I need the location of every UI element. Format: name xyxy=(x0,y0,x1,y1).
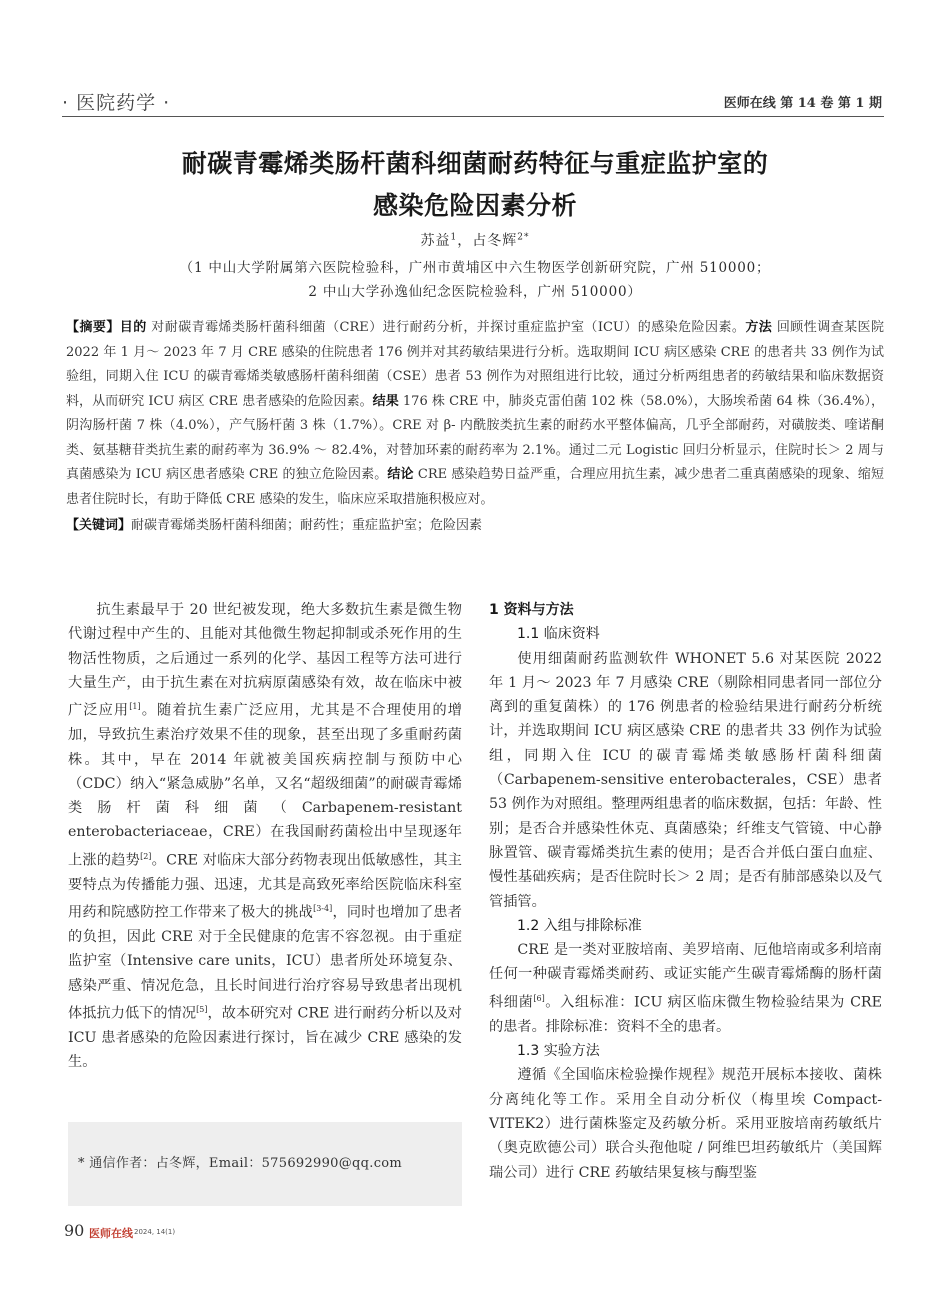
header-divider xyxy=(62,116,884,117)
citation: [2] xyxy=(140,851,152,861)
body-text: 。入组标准：ICU 病区临床微生物检验结果为 CRE 的患者。排除标准：资料不全的患者。 xyxy=(489,994,882,1035)
author-affil-mark: 2* xyxy=(517,232,530,243)
section-heading: 1 资料与方法 xyxy=(489,602,574,618)
intro-text: ，同时也增加了患者的负担，因此 CRE 对于全民健康的危害不容忽视。由于重症监护室（Intensive care units，ICU）患者所处环境复杂、感染严重、情况危急，且长时间进行治疗容易导致患者出现机体抵抗力低下的情况 xyxy=(68,904,462,1022)
author-affil-mark: 1 xyxy=(450,232,458,243)
citation: [5] xyxy=(196,1004,208,1014)
intro-text: 。随着抗生素广泛应用，尤其是不合理使用的增加，导致抗生素治疗效果不佳的现象，甚至出现了多重耐药菌株。其中，早在 2014 年就被美国疾病控制与预防中心（CDC）纳入“紧急威胁”名单，又名“超级细菌”的耐碳青霉烯类肠杆菌科细菌（Carbapenem-resistant enterobacteriaceae，CRE）在我国耐药菌检出中呈现逐年上涨的趋势 xyxy=(68,702,462,869)
citation: [6] xyxy=(533,993,545,1003)
purpose-label: 目的 xyxy=(119,320,147,335)
affiliation-line1: （1 中山大学附属第六医院检验科，广州市黄埔区中六生物医学创新研究院，广州 510000； xyxy=(179,260,771,276)
method-text: 回顾性调查某医院 2022 年 1 月～ 2023 年 7 月 CRE 感染的住院患者 176 例并对其药敏结果进行分析。选取期间 ICU 病区感染 CRE 的患者共 33 例作为试验组，同期入住 ICU 的碳青霉烯类敏感肠杆菌科细菌（CSE）患者 53 例作为对照组进行比较，通过分析两组患者的药敏结果和临床数据资料，从而研究 ICU 病区 CRE 患者感染的危险因素。 xyxy=(66,320,884,409)
abstract-label: 【摘要】 xyxy=(66,320,120,335)
intro-text: 。CRE 对临床大部分药物表现出低敏感性，其主要特点为传播能力强、迅速，尤其是高致死率给医院临床科室用药和院感防控工作带来了极大的挑战 xyxy=(68,852,462,921)
footer-issue: 2024, 14(1) xyxy=(134,1228,176,1236)
keywords-label: 【关键词】 xyxy=(66,518,132,533)
author-name: 苏益 xyxy=(420,233,451,249)
body-paragraph: 遵循《全国临床检验操作规程》规范开展标本接收、菌株分离纯化等工作。采用全自动分析仪（梅里埃 Compact-VITEK2）进行菌株鉴定及药敏分析。采用亚胺培南药敏纸片（奥克欧德公司）联合头孢他啶 / 阿维巴坦药敏纸片（美国辉瑞公司）进行 CRE 药敏结果复核与酶型鉴 xyxy=(489,1067,882,1181)
intro-text: 抗生素最早于 20 世纪被发现，绝大多数抗生素是微生物代谢过程中产生的、且能对其他微生物起抑制或杀死作用的生物活性物质，之后通过一系列的化学、基因工程等方法可进行大量生产，由于抗生素在对抗病原菌感染有效，故在临床中被广泛应用 xyxy=(68,602,462,719)
subsection-heading: 1.2 入组与排除标准 xyxy=(517,917,642,934)
conclusion-text: CRE 感染趋势日益严重，合理应用抗生素，减少患者二重真菌感染的现象、缩短患者住院时长，有助于降低 CRE 感染的发生，临床应采取措施积极应对。 xyxy=(66,467,884,507)
intro-paragraph xyxy=(68,598,462,1075)
author-name: 占冬辉 xyxy=(472,233,518,249)
intro-text: ，故本研究对 CRE 进行耐药分析以及对 ICU 患者感染的危险因素进行探讨，旨在减少 CRE 感染的发生。 xyxy=(68,1005,462,1071)
affiliation-line2: 2 中山大学孙逸仙纪念医院检验科，广州 510000） xyxy=(308,284,642,300)
citation: [1] xyxy=(129,702,141,712)
author-list xyxy=(62,230,888,250)
article-title-line1: 耐碳青霉烯类肠杆菌科细菌耐药特征与重症监护室的 xyxy=(181,149,769,178)
journal-logo: 医师在线 xyxy=(89,1227,133,1240)
citation: [3-4] xyxy=(313,904,333,914)
correspondence-text: * 通信作者：占冬辉，Email：575692990@qq.com xyxy=(78,1156,403,1171)
keywords-text: 耐碳青霉烯类肠杆菌科细菌；耐药性；重症监护室；危险因素 xyxy=(131,518,483,533)
keywords xyxy=(66,514,884,538)
subsection-heading: 1.3 实验方法 xyxy=(517,1043,600,1060)
purpose-text: 对耐碳青霉烯类肠杆菌科细菌（CRE）进行耐药分析，并探讨重症监护室（ICU）的感染危险因素。 xyxy=(151,320,746,335)
article-title-line2: 感染危险因素分析 xyxy=(372,191,577,220)
body-paragraph xyxy=(489,938,882,1039)
author-separator: ， xyxy=(457,233,473,249)
right-column xyxy=(489,598,882,1185)
section-label: · 医院药学 · xyxy=(62,92,171,114)
result-label: 结果 xyxy=(372,393,399,409)
body-paragraph: 使用细菌耐药监测软件 WHONET 5.6 对某医院 2022 年 1 月～ 2023 年 7 月感染 CRE（剔除相同患者同一部位分离到的重复菌株）的 176 例患者的检验结果进行耐药分析统计，并选取期间 ICU 病区感染 CRE 的患者共 33 例作为试验组，同期入住 ICU 的碳青霉烯类敏感肠杆菌科细菌（Carbapenem-sensitive enterobacterales，CSE）患者 53 例作为对照组。整理两组患者的临床数据，包括：年龄、性别；是否合并感染性休克、真菌感染；纤维支气管镜、中心静脉置管、碳青霉烯类抗生素的使用；是否合并低白蛋白血症、慢性基础疾病；是否住院时长＞ 2 周；是否有肺部感染以及气管插管。 xyxy=(489,650,882,910)
abstract xyxy=(66,316,884,512)
result-text: 176 株 CRE 中，肺炎克雷伯菌 102 株（58.0%），大肠埃希菌 64 株（36.4%），阴沟肠杆菌 7 株（4.0%），产气肠杆菌 3 株（1.7%）。CRE 对 β- 内酰胺类抗生素的耐药水平整体偏高，几乎全部耐药，对磺胺类、喹诺酮类、氨基糖苷类抗生素的耐药率为 36.9% ～ 82.4%，对替加环素的耐药率为 2.1%。通过二元 Logistic 回归分析显示，住院时长＞ 2 周与真菌感染为 ICU 病区患者感染 CRE 的独立危险因素。 xyxy=(66,393,884,482)
conclusion-label: 结论 xyxy=(387,467,414,482)
left-column xyxy=(68,598,462,1075)
page-number: 90 xyxy=(64,1221,85,1240)
method-label: 方法 xyxy=(745,320,773,335)
subsection-heading: 1.1 临床资料 xyxy=(517,626,600,643)
journal-issue: 医师在线 第 14 卷 第 1 期 xyxy=(723,96,882,111)
body-text: CRE 是一类对亚胺培南、美罗培南、厄他培南或多利培南任何一种碳青霉烯类耐药、或证实能产生碳青霉烯酶的肠杆菌科细菌 xyxy=(489,942,882,1011)
